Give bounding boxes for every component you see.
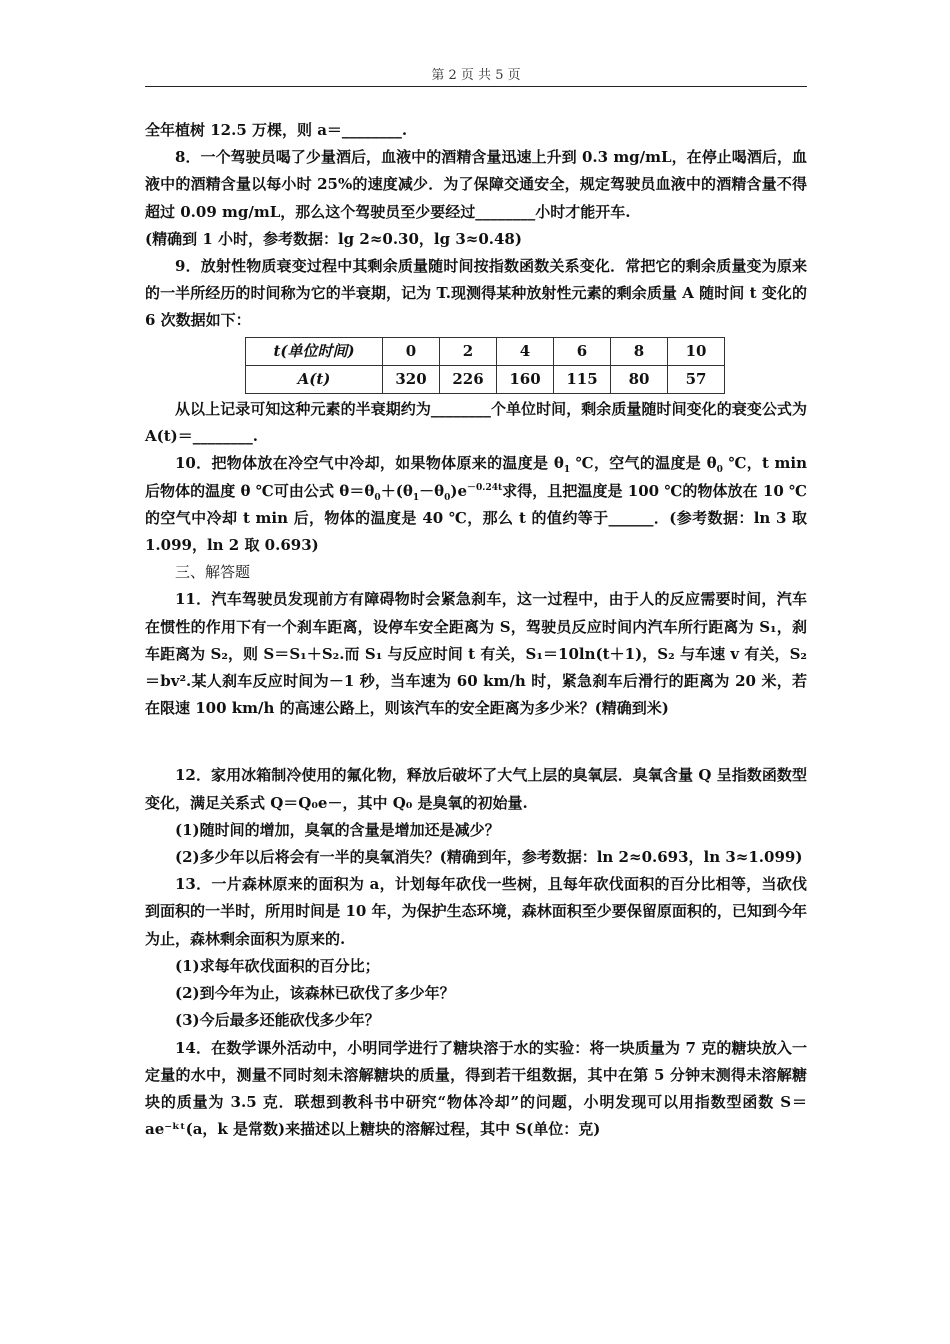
table-cell: 160: [497, 365, 554, 393]
header-divider: [145, 86, 807, 87]
answer-space: [145, 722, 807, 762]
table-cell: 4: [497, 337, 554, 365]
question-13: 13．一片森林原来的面积为 a，计划每年砍伐一些树，且每年砍伐面积的百分比相等，当砍伐到面积的一半时，所用时间是 10 年，为保护生态环境，森林面积至少要保留原面积的，已知到今年为止，森林剩余面积为原来的.: [145, 875, 807, 948]
section-heading: 三、解答题: [175, 563, 251, 582]
decay-data-table: [245, 337, 725, 394]
table-cell: 57: [668, 365, 725, 393]
table-row: [246, 337, 725, 365]
question-11: 11．汽车驾驶员发现前方有障碍物时会紧急刹车，这一过程中，由于人的反应需要时间，汽车在惯性的作用下有一个刹车距离，设停车安全距离为 S，驾驶员反应时间内汽车所行距离为 S₁，刹车距离为 S₂，则 S＝S₁＋S₂.而 S₁ 与反应时间 t 有关，S₁＝10ln(t＋1)，S₂ 与车速 v 有关，S₂＝bv².某人刹车反应时间为－1 秒，当车速为 60 km/h 时，紧急刹车后滑行的距离为 20 米，若在限速 100 km/h 的高速公路上，则该汽车的安全距离为多少米？(精确到米): [145, 590, 807, 718]
table-header-a: A(t): [246, 365, 383, 393]
table-header-t: t(单位时间): [246, 337, 383, 365]
table-row: [246, 365, 725, 393]
table-cell: 320: [383, 365, 440, 393]
question-13-part-2: (2)到今年为止，该森林已砍伐了多少年？: [175, 984, 455, 1003]
question-8: 8．一个驾驶员喝了少量酒后，血液中的酒精含量迅速上升到 0.3 mg/mL，在停止喝酒后，血液中的酒精含量以每小时 25%的速度减少．为了保障交通安全，规定驾驶员血液中的酒精含量不得超过 0.09 mg/mL，那么这个驾驶员至少要经过________小时才能开车.: [145, 148, 807, 221]
table-cell: 2: [440, 337, 497, 365]
page-header: 第 2 页 共 5 页: [431, 68, 521, 83]
question-14: 14．在数学课外活动中，小明同学进行了糖块溶于水的实验：将一块质量为 7 克的糖块放入一定量的水中，测量不同时刻未溶解糖块的质量，得到若干组数据，其中在第 5 分钟末测得未溶解糖块的质量为 3.5 克．联想到教科书中研究“物体冷却”的问题，小明发现可以用指数型函数 S＝ae⁻ᵏᵗ(a，k 是常数)来描述以上糖块的溶解过程，其中 S(单位：克): [145, 1038, 807, 1139]
table-cell: 10: [668, 337, 725, 365]
document-body: [145, 117, 807, 1143]
question-13-part-3: (3)今后最多还能砍伐多少年？: [175, 1011, 380, 1030]
table-cell: 8: [611, 337, 668, 365]
table-cell: 6: [554, 337, 611, 365]
question-9: 9．放射性物质衰变过程中其剩余质量随时间按指数函数关系变化．常把它的剩余质量变为原来的一半所经历的时间称为它的半衰期，记为 T.现测得某种放射性元素的剩余质量 A 随时间 t 变化的 6 次数据如下：: [145, 257, 807, 330]
question-10: 10．把物体放在冷空气中冷却，如果物体原来的温度是 $\theta_1$ ℃，空气的温度是 $\theta_0$ ℃，t min 后物体的温度 θ ℃可由公式 $\theta=\theta_0+(\theta_1-\theta_0)e^{-0.24t}$求得，且把温度是 100 ℃的物体放在 10 ℃的空气中冷却 t min 后，物体的温度是 40 ℃，那么 t 的值约等于______．(参考数据：ln 3 取 1.099，ln 2 取 0.693): [145, 454, 808, 555]
question-12-part-1: (1)随时间的增加，臭氧的含量是增加还是减少？: [175, 820, 500, 839]
question-12: 12．家用冰箱制冷使用的氟化物，释放后破坏了大气上层的臭氧层．臭氧含量 Q 呈指数函数型变化，满足关系式 Q＝Q₀e－，其中 Q₀ 是臭氧的初始量.: [145, 766, 807, 812]
question-9-prompt: 从以上记录可知这种元素的半衰期约为________个单位时间，剩余质量随时间变化的衰变公式为 A(t)＝________.: [145, 400, 807, 446]
question-12-part-2: (2)多少年以后将会有一半的臭氧消失？(精确到年，参考数据：ln 2≈0.693，ln 3≈1.099): [175, 848, 803, 867]
table-cell: 0: [383, 337, 440, 365]
table-cell: 115: [554, 365, 611, 393]
table-cell: 226: [440, 365, 497, 393]
q7-continuation: 全年植树 12.5 万棵，则 a＝________.: [145, 121, 408, 139]
question-13-part-1: (1)求每年砍伐面积的百分比；: [175, 956, 380, 975]
question-8-reference: (精确到 1 小时，参考数据：lg 2≈0.30，lg 3≈0.48): [145, 229, 522, 248]
table-cell: 80: [611, 365, 668, 393]
